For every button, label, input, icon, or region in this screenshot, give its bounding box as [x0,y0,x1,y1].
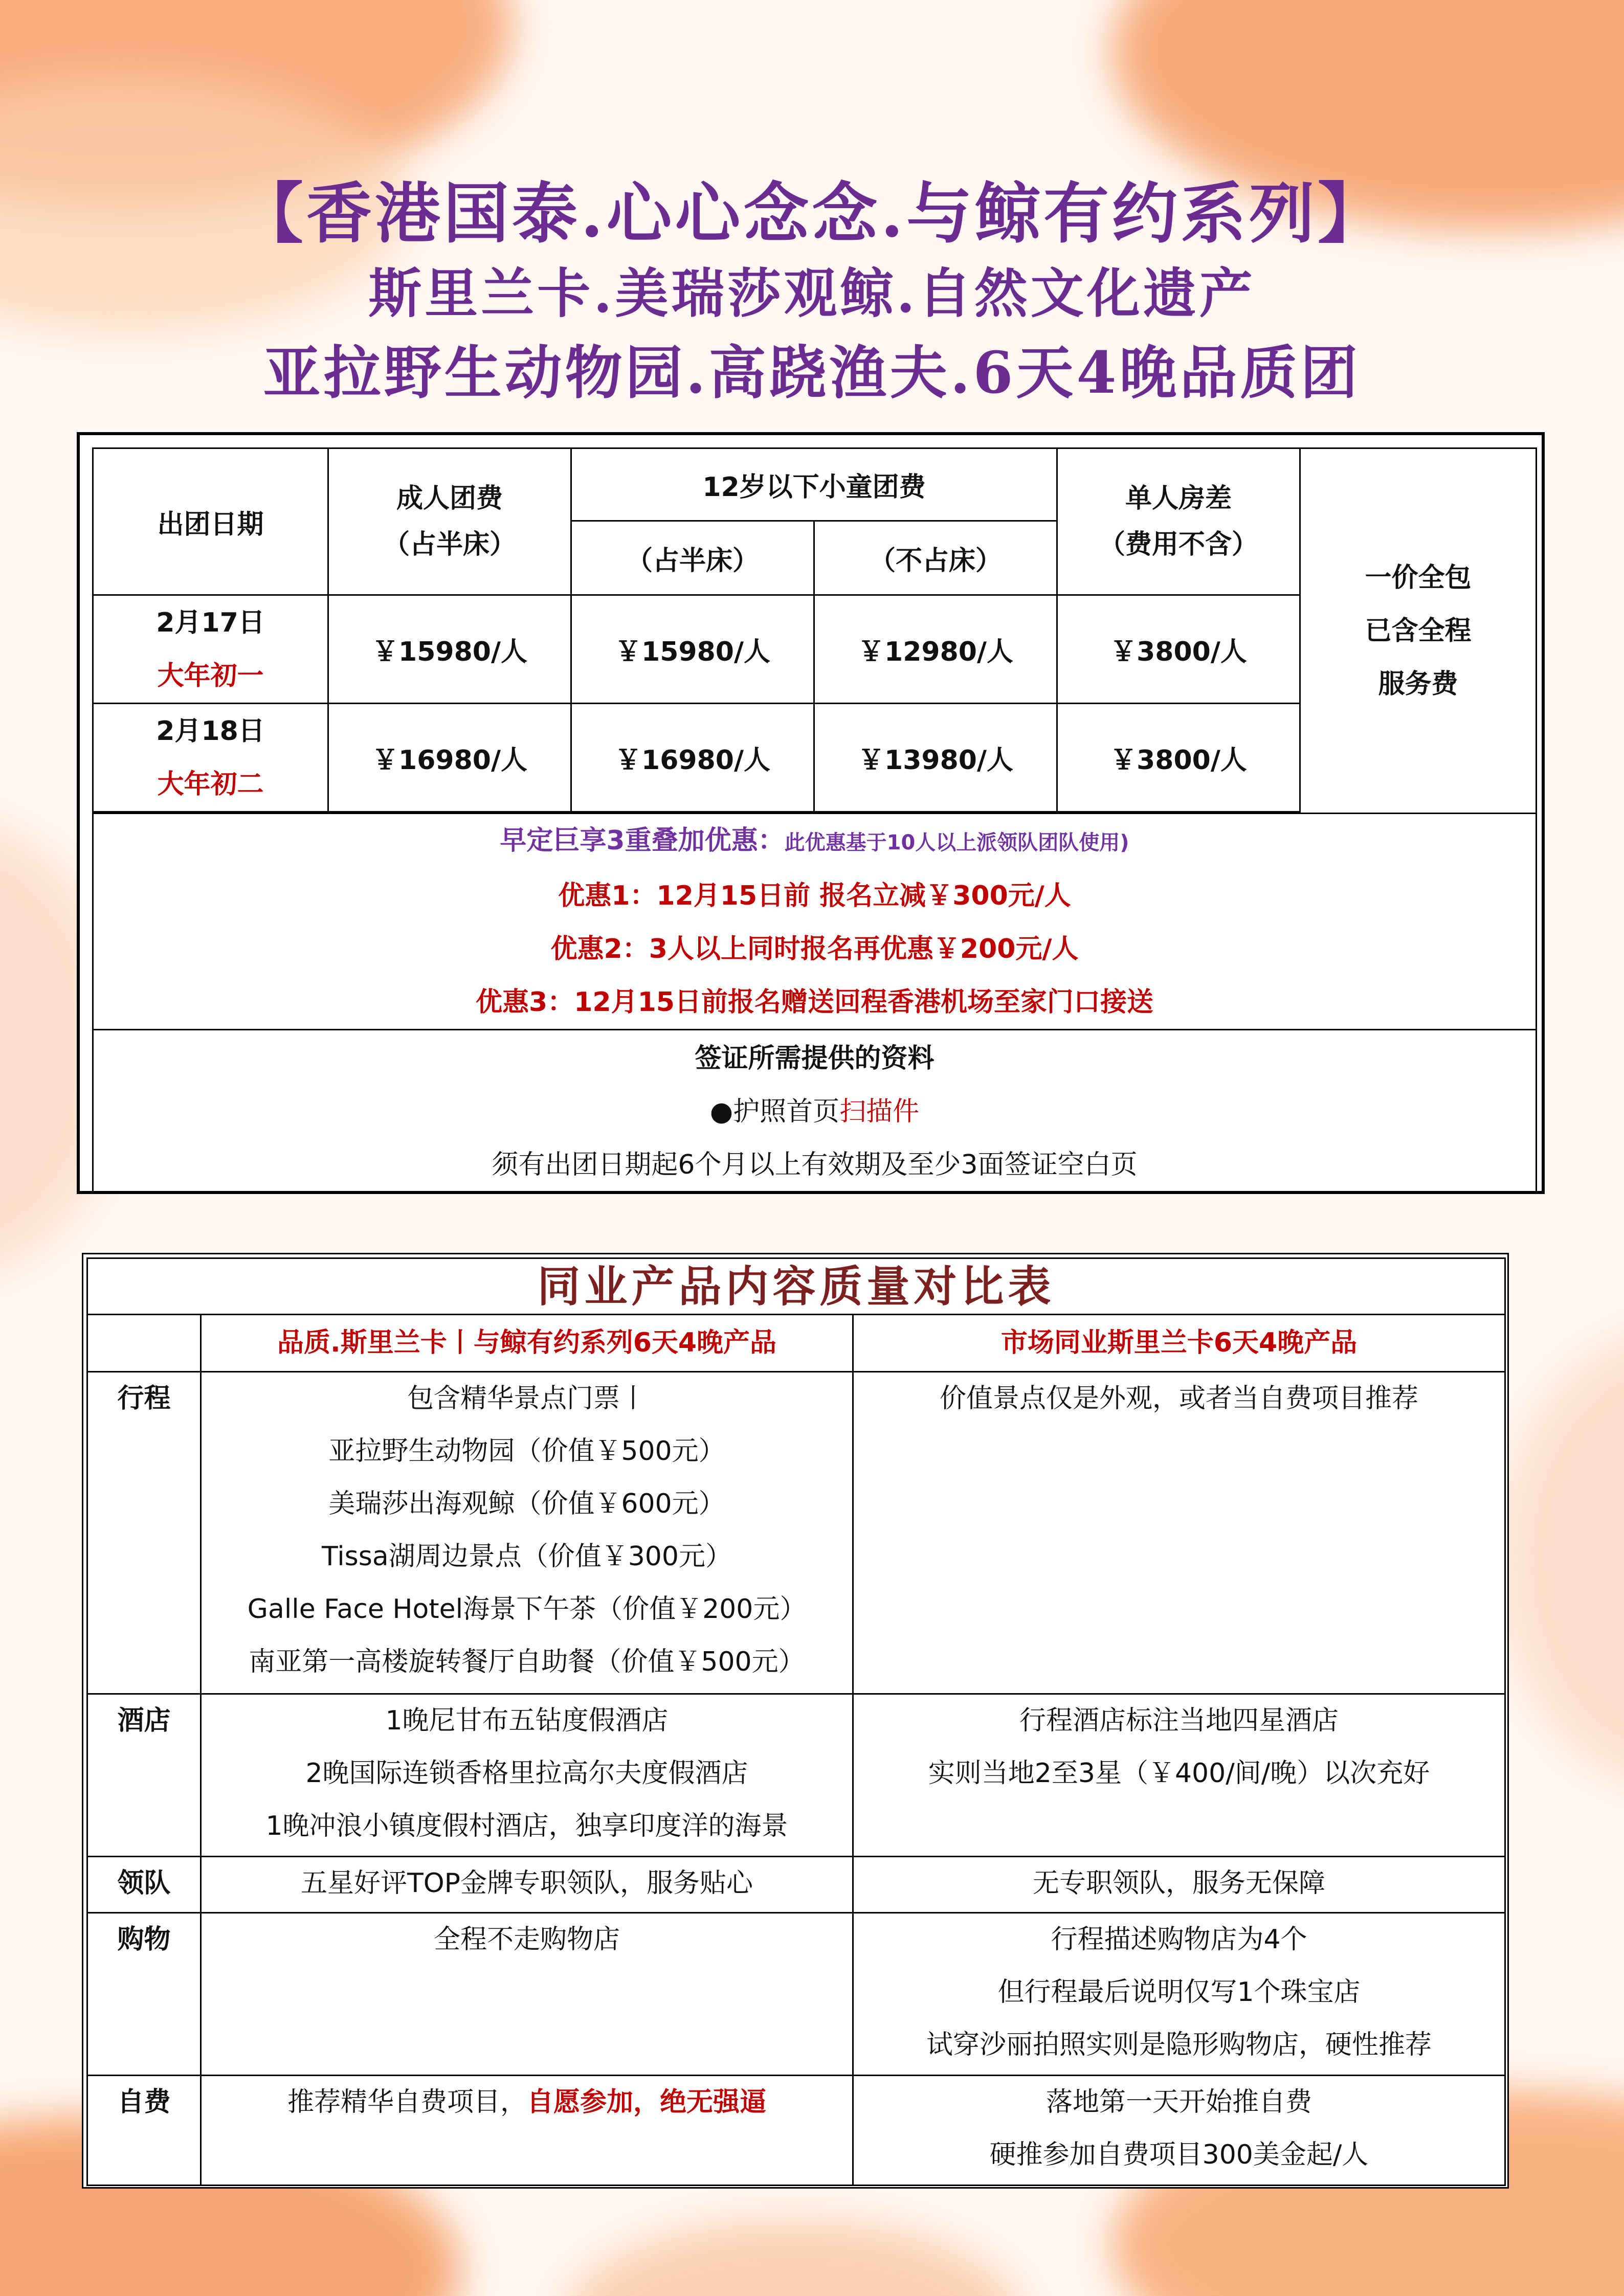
market-optional: 落地第一天开始推自费 硬推参加自费项目300美金起/人 [853,2076,1505,2186]
page-title: 【香港国泰.心心念念.与鲸有约系列】 [237,175,1387,252]
row-label-itinerary: 行程 [87,1372,201,1694]
price-single: ￥3800/人 [1057,704,1300,812]
market-hotel: 行程酒店标注当地四星酒店 实则当地2至3星（￥400/间/晚）以次充好 [853,1694,1505,1857]
table-row [87,1372,1505,1694]
visa-note: 须有出团日期起6个月以上有效期及至少3面签证空白页 [492,1149,1138,1180]
price-table-frame [77,432,1545,1194]
header-empty [87,1315,201,1372]
comparison-frame [82,1253,1509,2189]
promo-note: 此优惠基于10人以上派领队团队使用) [784,831,1129,854]
row-label-optional: 自费 [87,2076,201,2186]
departure-date: 2月18日 大年初二 [93,704,328,812]
promo-item: 优惠3：12月15日前报名赠送回程香港机场至家门口接送 [476,987,1153,1018]
comparison-table [86,1257,1506,2186]
price-adult: ￥16980/人 [328,704,571,812]
header-market: 市场同业斯里兰卡6天4晚产品 [853,1315,1505,1372]
header-ours: 品质.斯里兰卡丨与鲸有约系列6天4晚产品 [201,1315,853,1372]
price-child-half: ￥16980/人 [571,704,814,812]
departure-date: 2月17日 大年初一 [93,595,328,704]
price-child-half: ￥15980/人 [571,595,814,704]
row-label-hotel: 酒店 [87,1694,201,1857]
ours-itinerary: 包含精华景点门票丨 亚拉野生动物园（价值￥500元） 美瑞莎出海观鲸（价值￥600元） Tissa湖周边景点（价值￥300元） Galle Face Hotel海景下午茶（价值￥200元） 南亚第一高楼旋转餐厅自助餐（价值￥500元） [201,1372,853,1694]
ours-shopping: 全程不走购物店 [201,1913,853,2076]
price-adult: ￥15980/人 [328,595,571,704]
price-single: ￥3800/人 [1057,595,1300,704]
ours-optional-highlight: 自愿参加，绝无强逼 [527,2087,767,2118]
market-guide: 无专职领队，服务无保障 [853,1857,1505,1913]
price-table [92,447,1537,1194]
header-single: 单人房差 （费用不含） [1057,448,1300,595]
ours-hotel: 1晚尼甘布五钻度假酒店 2晚国际连锁香格里拉高尔夫度假酒店 1晚冲浪小镇度假村酒店，独享印度洋的海景 [201,1694,853,1857]
visa-section [93,1030,1537,1194]
table-row [87,1694,1505,1857]
price-child-none: ￥13980/人 [814,704,1057,812]
visa-title: 签证所需提供的资料 [695,1043,935,1074]
ours-guide: 五星好评TOP金牌专职领队，服务贴心 [201,1857,853,1913]
visa-item-highlight: 扫描件 [839,1096,920,1127]
promo-item: 优惠1：12月15日前 报名立减￥300元/人 [558,881,1071,911]
market-itinerary: 价值景点仅是外观，或者当自费项目推荐 [853,1372,1505,1694]
header-date: 出团日期 [93,448,328,595]
promo-item: 优惠2：3人以上同时报名再优惠￥200元/人 [550,934,1079,964]
header-child-no-bed: （不占床） [814,521,1057,595]
page-subtitle-2: 亚拉野生动物园.高跷渔夫.6天4晚品质团 [263,340,1361,407]
row-label-shopping: 购物 [87,1913,201,2076]
ours-optional: 推荐精华自费项目，自愿参加，绝无强逼 [201,2076,853,2186]
header-child: 12岁以下小童团费 [571,448,1057,521]
header-adult: 成人团费 （占半床） [328,448,571,595]
page-subtitle-1: 斯里兰卡.美瑞莎观鲸.自然文化遗产 [368,262,1256,325]
all-inclusive-cell: 一价全包 已含全程 服务费 [1300,448,1537,814]
promo-section [93,814,1537,1030]
price-child-none: ￥12980/人 [814,595,1057,704]
header-child-half-bed: （占半床） [571,521,814,595]
comparison-title: 同业产品内容质量对比表 [87,1258,1505,1315]
table-row [87,1857,1505,1913]
market-shopping: 行程描述购物店为4个 但行程最后说明仅写1个珠宝店 试穿沙丽拍照实则是隐形购物店，硬性推荐 [853,1913,1505,2076]
table-row [87,2076,1505,2186]
table-row [87,1913,1505,2076]
promo-title: 早定巨享3重叠加优惠： [500,825,785,856]
row-label-guide: 领队 [87,1857,201,1913]
visa-item: ●护照首页 [709,1096,840,1127]
